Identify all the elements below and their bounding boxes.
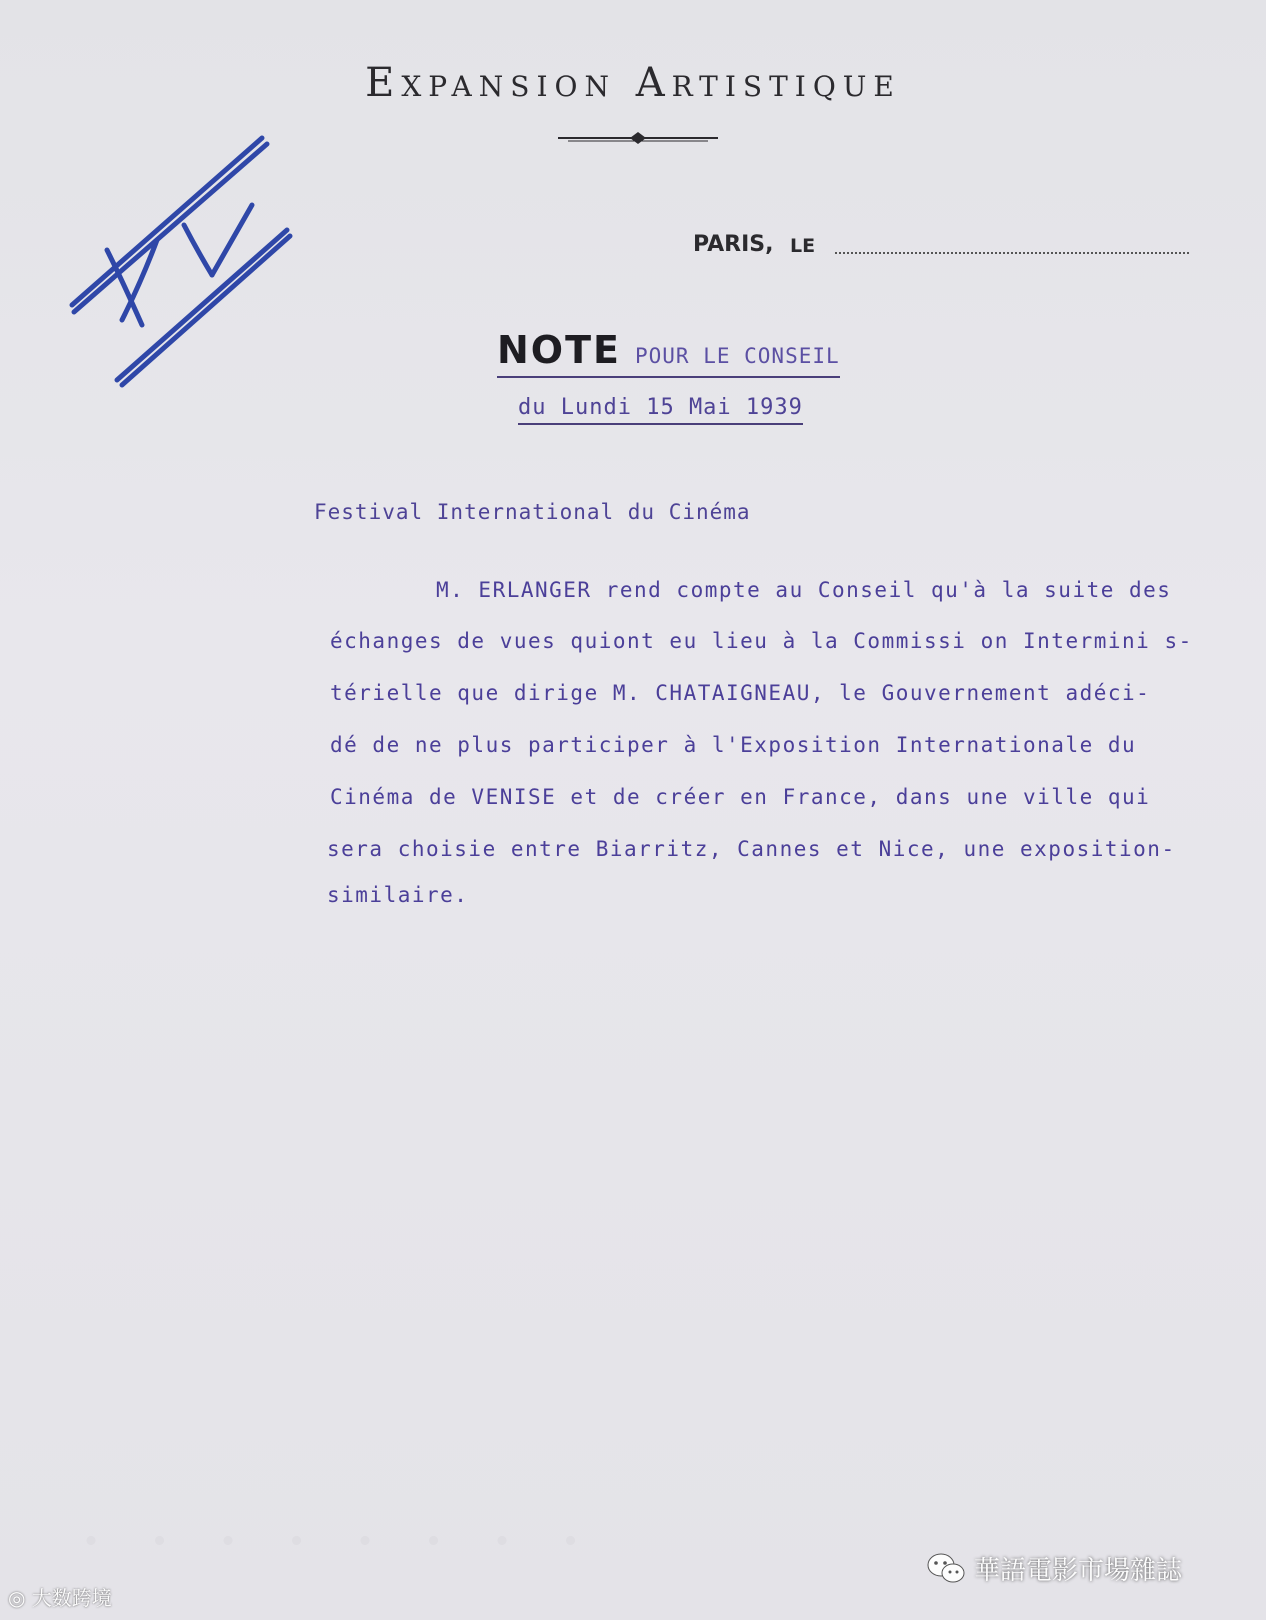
body-line: sera choisie entre Biarritz, Cannes et Nice, une exposition- (327, 837, 1176, 861)
watermark-right-text: 華語電影市場雜誌 (974, 1556, 1183, 1586)
letterhead-title: Expansion Artistique (365, 60, 901, 106)
watermark-right (926, 1550, 1182, 1587)
letterhead-ornament (558, 130, 718, 146)
body-line: dé de ne plus participer à l'Exposition Internationale du (330, 733, 1137, 757)
body-line: térielle que dirige M. CHATAIGNEAU, le Gouvernement adéci- (330, 681, 1151, 705)
body-line: M. ERLANGER rend compte au Conseil qu'à la suite des (436, 578, 1172, 602)
show-through-text: · · · · · · · · (80, 1500, 594, 1582)
place-date-line (693, 232, 1193, 262)
body-line: Cinéma de VENISE et de créer en France, dans une ville qui (330, 785, 1151, 809)
handwritten-xv-mark (62, 130, 312, 400)
paris-le-label: LE (790, 235, 816, 257)
note-heading (497, 328, 840, 378)
wechat-icon (926, 1552, 966, 1586)
note-word: NOTE (497, 328, 621, 372)
note-subheading: POUR LE CONSEIL (635, 344, 840, 368)
watermark-left-logo-icon: ◎ (8, 1586, 32, 1610)
meeting-date: du Lundi 15 Mai 1939 (518, 395, 803, 425)
date-dotted-line (835, 252, 1189, 254)
watermark-left: ◎ 大数跨境 (8, 1586, 112, 1610)
paris-label: PARIS, (693, 232, 774, 257)
section-title: Festival International du Cinéma (314, 500, 751, 524)
body-line: échanges de vues quiont eu lieu à la Commissi on Intermini s- (330, 629, 1193, 653)
body-line: similaire. (327, 883, 469, 907)
